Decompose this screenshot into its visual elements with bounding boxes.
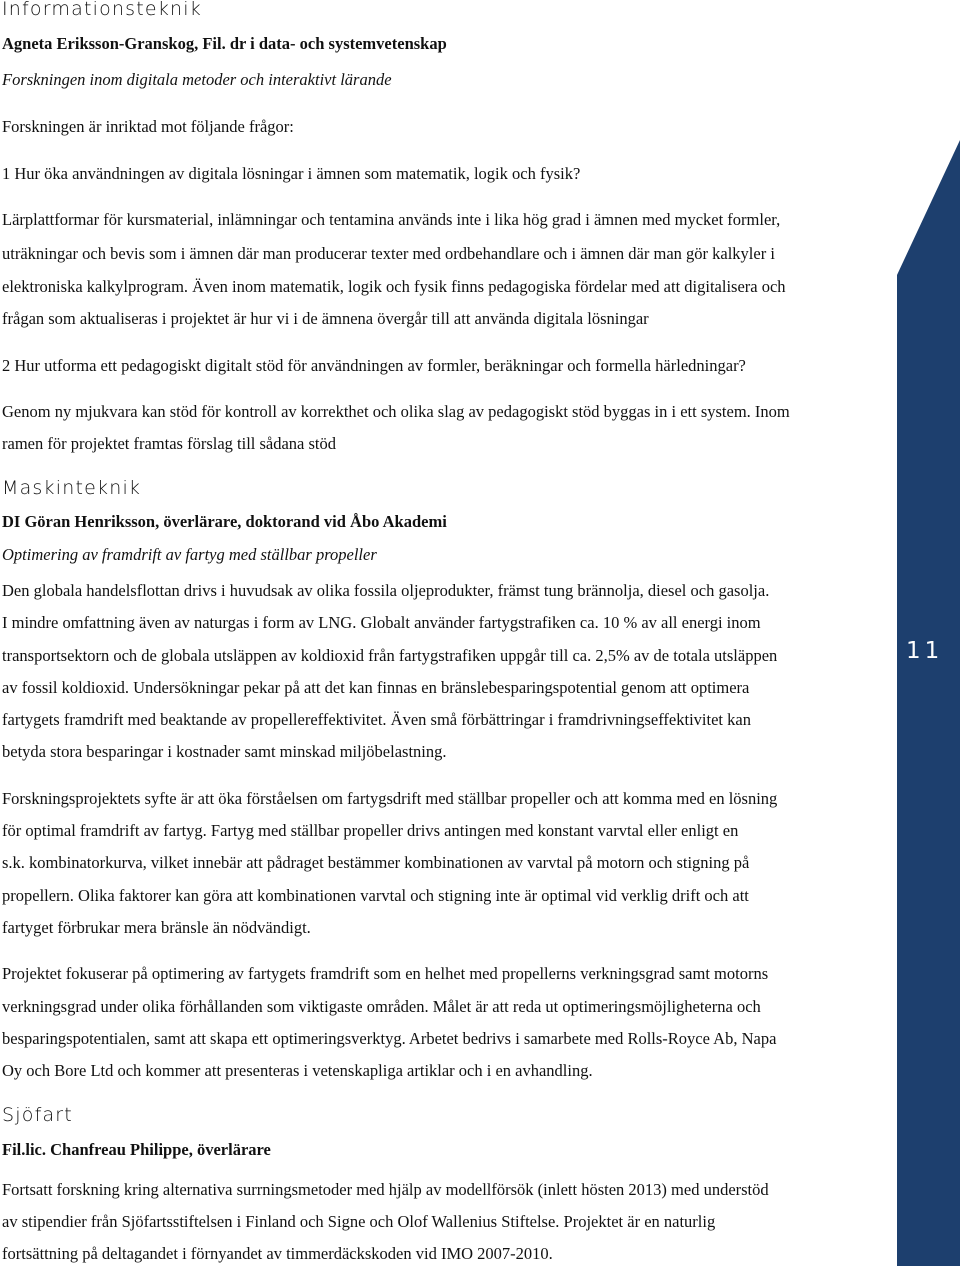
paragraph-line: av stipendier från Sjöfartsstiftelsen i Finland och Signe och Olof Wallenius Stiftelse. Projektet är en naturlig (2, 1212, 716, 1231)
intro-text: Forskningen är inriktad mot följande frågor: (2, 117, 294, 136)
paragraph-line: uträkningar och bevis som i ämnen där man producerar texter med ordbehandlare och i ämnen där man gör kalkyler i (2, 244, 775, 263)
paragraph-line: frågan som aktualiseras i projektet är hur vi i de ämnena övergår till att använda digitala lösningar (2, 309, 649, 328)
paragraph-line: Projektet fokuserar på optimering av fartygets framdrift som en helhet med propellerns verkningsgrad samt motorns (2, 964, 769, 983)
paragraph-line: Den globala handelsflottan drivs i huvudsak av olika fossila oljeprodukter, främst tung brännolja, diesel och gasolja. (2, 581, 770, 600)
project-subtitle: Forskningen inom digitala metoder och interaktivt lärande (2, 70, 392, 89)
project-subtitle: Optimering av framdrift av fartyg med ställbar propeller (2, 545, 377, 564)
paragraph-line: av fossil koldioxid. Undersökningar pekar på att det kan finnas en bränslebesparingspotential genom att optimera (2, 678, 750, 697)
paragraph-line: Lärplattformar för kursmaterial, inlämningar och tentamina används inte i lika hög grad i ämnen med mycket formler, (2, 210, 781, 229)
paragraph-line: propellern. Olika faktorer kan göra att kombinationen varvtal och stigning inte är optimal vid verklig drift och att (2, 886, 749, 905)
paragraph-line: ramen för projektet framtas förslag till sådana stöd (2, 434, 337, 453)
section-title-sjofart: Sjöfart (2, 1104, 73, 1126)
paragraph-line: Forskningsprojektets syfte är att öka förståelsen om fartygsdrift med ställbar propeller och att komma med en lösning (2, 789, 778, 808)
author-line: DI Göran Henriksson, överlärare, doktorand vid Åbo Akademi (2, 512, 447, 531)
paragraph-line: transportsektorn och de globala utsläppen av koldioxid från fartygstrafiken uppgår till ca. 2,5% av de totala utsläppen (2, 646, 778, 665)
question-2: 2 Hur utforma ett pedagogiskt digitalt stöd för användningen av formler, beräkningar och formella härledningar? (2, 356, 746, 375)
side-band (897, 0, 960, 1266)
paragraph-line: Fortsatt forskning kring alternativa surrningsmetoder med hjälp av modellförsök (inlett hösten 2013) med understöd (2, 1180, 769, 1199)
author-line: Fil.lic. Chanfreau Philippe, överlärare (2, 1140, 271, 1159)
paragraph-line: fartyget förbrukar mera bränsle än nödvändigt. (2, 918, 311, 937)
paragraph-line: s.k. kombinatorkurva, vilket innebär att pådraget bestämmer kombinationen av varvtal på motorn och stigning på (2, 853, 750, 872)
paragraph-line: Oy och Bore Ltd och kommer att presenteras i vetenskapliga artiklar och i en avhandling. (2, 1061, 593, 1080)
section-title-maskinteknik: Maskinteknik (2, 477, 142, 499)
question-1: 1 Hur öka användningen av digitala lösningar i ämnen som matematik, logik och fysik? (2, 164, 581, 183)
paragraph-line: fartygets framdrift med beaktande av propellereffektivitet. Även små förbättringar i framdrivningseffektivitet kan (2, 710, 751, 729)
paragraph-line: fortsättning på deltagandet i förnyandet av timmerdäckskoden vid IMO 2007-2010. (2, 1244, 553, 1263)
paragraph-line: betyda stora besparingar i kostnader samt minskad miljöbelastning. (2, 742, 447, 761)
paragraph-line: för optimal framdrift av fartyg. Fartyg med ställbar propeller drivs antingen med konstant varvtal eller enligt en (2, 821, 739, 840)
paragraph-line: verkningsgrad under olika förhållanden som viktigaste områden. Målet är att reda ut optimeringsmöjligheterna och (2, 997, 761, 1016)
section-title-informationsteknik: Informationsteknik (2, 0, 202, 20)
page-number: 11 (906, 638, 944, 664)
paragraph-line: elektroniska kalkylprogram. Även inom matematik, logik och fysik finns pedagogiska fördelar med att digitalisera och (2, 277, 786, 296)
author-line: Agneta Eriksson-Granskog, Fil. dr i data- och systemvetenskap (2, 34, 447, 53)
paragraph-line: Genom ny mjukvara kan stöd för kontroll av korrekthet och olika slag av pedagogiskt stöd byggas in i ett system. Inom (2, 402, 790, 421)
paragraph-line: I mindre omfattning även av naturgas i form av LNG. Globalt använder fartygstrafiken ca. 10 % av all energi inom (2, 613, 761, 632)
paragraph-line: besparingspotentialen, samt att skapa ett optimeringsverktyg. Arbetet bedrivs i samarbete med Rolls-Royce Ab, Napa (2, 1029, 777, 1048)
